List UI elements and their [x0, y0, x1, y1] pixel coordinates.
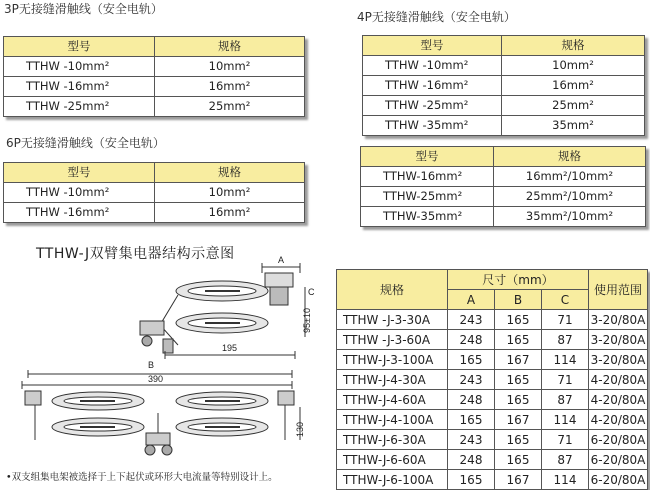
table-row: [361, 207, 646, 227]
header-spec: 规格: [502, 36, 645, 56]
table-row: [4, 97, 305, 117]
table-row: [337, 430, 648, 450]
model-cell: TTHW-J-6-30A: [337, 430, 448, 450]
header-spec: 规格: [494, 147, 646, 167]
table-row: [337, 310, 648, 330]
value-cell: 165: [495, 450, 542, 470]
table-4p-title: 4P无接缝滑触线（安全电轨）: [357, 10, 516, 24]
table-row: [361, 167, 646, 187]
header-range: 使用范围: [589, 270, 648, 310]
table-row: [4, 183, 305, 203]
value-cell: 16mm²: [155, 77, 305, 97]
value-cell: 4-20/80A: [589, 370, 648, 390]
value-cell: 71: [542, 430, 589, 450]
table-j-collector: [336, 269, 648, 490]
value-cell: 3-20/80A: [589, 330, 648, 350]
value-cell: 167: [495, 410, 542, 430]
table-3p-title: 3P无接缝滑触线（安全电轨）: [4, 2, 163, 16]
label-95: 95±10: [302, 308, 312, 333]
value-cell: 10mm²: [155, 57, 305, 77]
value-cell: 10mm²: [502, 56, 645, 76]
model-cell: TTHW -J-3-60A: [337, 330, 448, 350]
table-row: [337, 450, 648, 470]
label-195: 195: [222, 343, 238, 353]
table-row: [337, 370, 648, 390]
value-cell: 243: [448, 310, 495, 330]
model-cell: TTHW -25mm²: [363, 96, 502, 116]
table-row: [4, 77, 305, 97]
value-cell: 35mm²/10mm²: [494, 207, 646, 227]
value-cell: 35mm²: [502, 116, 645, 136]
value-cell: 248: [448, 390, 495, 410]
header-model: 型号: [4, 163, 155, 183]
model-cell: TTHW -10mm²: [4, 57, 155, 77]
value-cell: 25mm²: [502, 96, 645, 116]
label-a: A: [278, 255, 285, 265]
table-3p: [3, 36, 305, 117]
model-cell: TTHW -35mm²: [363, 116, 502, 136]
value-cell: 167: [495, 350, 542, 370]
model-cell: TTHW-35mm²: [361, 207, 494, 227]
value-cell: 243: [448, 370, 495, 390]
value-cell: 25mm²/10mm²: [494, 187, 646, 207]
value-cell: 87: [542, 450, 589, 470]
value-cell: 165: [448, 470, 495, 490]
table-row: [363, 96, 645, 116]
value-cell: 87: [542, 330, 589, 350]
value-cell: 25mm²: [155, 97, 305, 117]
model-cell: TTHW-J-3-100A: [337, 350, 448, 370]
table-row: [4, 203, 305, 223]
table-6p: [3, 162, 305, 223]
table-4p: [362, 35, 645, 136]
value-cell: 114: [542, 470, 589, 490]
table-6p-title: 6P无接缝滑触线（安全电轨）: [6, 136, 165, 150]
value-cell: 114: [542, 410, 589, 430]
label-130: 130: [295, 421, 305, 437]
model-cell: TTHW-25mm²: [361, 187, 494, 207]
header-size: 尺寸（mm）: [448, 270, 589, 290]
table-row: [361, 187, 646, 207]
value-cell: 165: [495, 330, 542, 350]
table-row: [337, 330, 648, 350]
value-cell: 16mm²/10mm²: [494, 167, 646, 187]
header-spec: 规格: [337, 270, 448, 310]
table-row: [337, 470, 648, 490]
model-cell: TTHW -16mm²: [4, 77, 155, 97]
table-4p-dual: [360, 146, 646, 227]
header-model: 型号: [4, 37, 155, 57]
label-390: 390: [148, 374, 164, 384]
model-cell: TTHW-J-4-100A: [337, 410, 448, 430]
value-cell: 10mm²: [155, 183, 305, 203]
header-col-a: A: [448, 290, 495, 310]
value-cell: 6-20/80A: [589, 430, 648, 450]
model-cell: TTHW -10mm²: [363, 56, 502, 76]
label-c: C: [308, 287, 315, 297]
value-cell: 16mm²: [155, 203, 305, 223]
table-row: [4, 57, 305, 77]
value-cell: 4-20/80A: [589, 410, 648, 430]
value-cell: 243: [448, 430, 495, 450]
header-model: 型号: [361, 147, 494, 167]
table-row: [363, 76, 645, 96]
value-cell: 3-20/80A: [589, 350, 648, 370]
model-cell: TTHW -10mm²: [4, 183, 155, 203]
header-col-c: C: [542, 290, 589, 310]
model-cell: TTHW-J-4-60A: [337, 390, 448, 410]
value-cell: 6-20/80A: [589, 470, 648, 490]
value-cell: 71: [542, 310, 589, 330]
label-b: B: [148, 360, 155, 370]
table-row: [363, 56, 645, 76]
model-cell: TTHW -16mm²: [4, 203, 155, 223]
model-cell: TTHW -J-3-30A: [337, 310, 448, 330]
model-cell: TTHW-J-6-100A: [337, 470, 448, 490]
header-model: 型号: [363, 36, 502, 56]
diagram-title: TTHW-J双臂集电器结构示意图: [36, 246, 235, 262]
header-col-b: B: [495, 290, 542, 310]
model-cell: TTHW -25mm²: [4, 97, 155, 117]
header-spec: 规格: [155, 37, 305, 57]
value-cell: 165: [448, 410, 495, 430]
value-cell: 3-20/80A: [589, 310, 648, 330]
model-cell: TTHW-16mm²: [361, 167, 494, 187]
table-row: [337, 390, 648, 410]
table-row: [363, 116, 645, 136]
value-cell: 165: [495, 370, 542, 390]
value-cell: 167: [495, 470, 542, 490]
value-cell: 114: [542, 350, 589, 370]
value-cell: 16mm²: [502, 76, 645, 96]
collector-diagram: [0, 255, 320, 470]
value-cell: 71: [542, 370, 589, 390]
model-cell: TTHW-J-4-30A: [337, 370, 448, 390]
value-cell: 165: [495, 310, 542, 330]
value-cell: 165: [448, 350, 495, 370]
value-cell: 248: [448, 450, 495, 470]
table-row: [337, 350, 648, 370]
value-cell: 4-20/80A: [589, 390, 648, 410]
value-cell: 165: [495, 430, 542, 450]
value-cell: 6-20/80A: [589, 450, 648, 470]
value-cell: 165: [495, 390, 542, 410]
model-cell: TTHW-J-6-60A: [337, 450, 448, 470]
value-cell: 248: [448, 330, 495, 350]
value-cell: 87: [542, 390, 589, 410]
table-row: [337, 410, 648, 430]
diagram-note: •双支组集电架被选择于上下起伏或环形大电流量等特别设计上。: [6, 472, 278, 483]
model-cell: TTHW -16mm²: [363, 76, 502, 96]
header-spec: 规格: [155, 163, 305, 183]
